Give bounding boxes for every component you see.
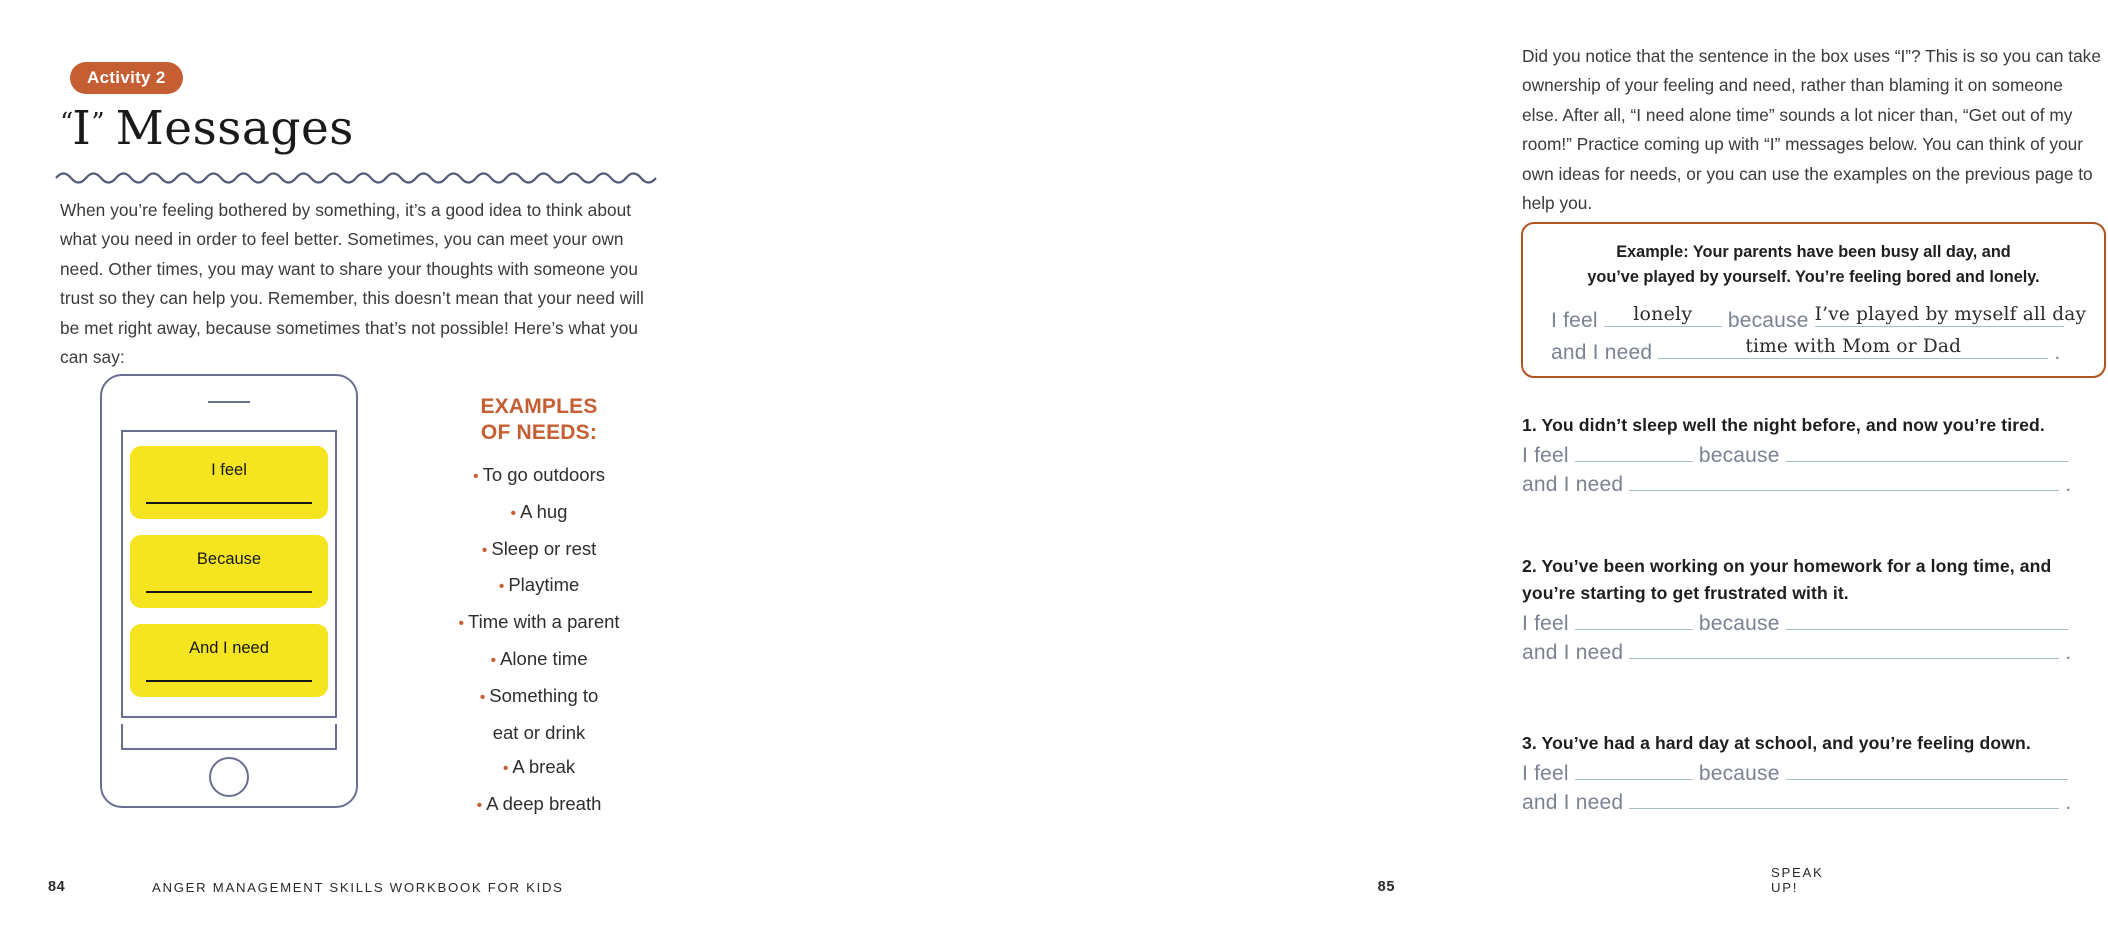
label-because: because	[1727, 309, 1809, 332]
prompt-2-fill-row-1	[1522, 607, 2108, 636]
message-bubble	[130, 624, 328, 697]
title-close-quote: ”	[91, 108, 104, 138]
left-footer-book-title: ANGER MANAGEMENT SKILLS WORKBOOK FOR KIDS	[152, 880, 564, 895]
example-answer-because-blank[interactable]	[1814, 304, 2087, 327]
prompt-2-feeling-blank[interactable]	[1575, 607, 1693, 630]
example-answer-because: I’ve played by myself all day	[1814, 304, 2087, 325]
needs-item-label: Alone time	[500, 647, 588, 669]
label-and-i-need: and I need	[1522, 473, 1624, 496]
message-bubble-list	[130, 446, 328, 713]
prompt-3-need-blank[interactable]	[1629, 786, 2059, 809]
phone-illustration	[100, 374, 358, 808]
phone-home-button-icon	[209, 757, 249, 797]
needs-heading-line1: EXAMPLES	[480, 395, 598, 418]
prompt-3-number: 3.	[1522, 733, 1537, 753]
bubble-label: Because	[196, 550, 262, 568]
needs-heading-line2: OF NEEDS:	[480, 421, 598, 444]
example-fill-row-1	[1551, 303, 2087, 333]
prompt-2-body: You’ve been working on your homework for a long time, and you’re starting to get frustrated with it.	[1522, 556, 2052, 603]
right-intro-paragraph: Did you notice that the sentence in the box uses “I”? This is so you can take ownership of your feeling and need, rather than blaming it on someone else. After all, “I need alone time” sounds a lot nicer than, “Get out of my room!” Practice coming up with “I” messages below. You can think of your own ideas for needs, or you can use the examples on the previous page to help you.	[1522, 46, 2101, 214]
left-page	[0, 0, 722, 929]
prompt-2-text	[1522, 553, 2108, 607]
prompt-3-period: .	[2065, 791, 2072, 814]
needs-item	[396, 605, 682, 642]
message-bubble	[130, 446, 328, 519]
title-open-quote: “	[60, 108, 73, 138]
page-title	[60, 101, 354, 156]
needs-item-label: Sleep or rest	[491, 537, 597, 559]
right-footer-section-title: SPEAK UP!	[1771, 865, 1824, 895]
label-because: because	[1698, 444, 1780, 467]
right-page-number: 85	[1377, 879, 1395, 895]
left-intro-paragraph: When you’re feeling bothered by something, it’s a good idea to think about what you need in order to feel better. Sometimes, you can meet your own need. Other times, you may want to share your thoughts with someone you trust so they can help you. Remember, this doesn’t mean that your need will be met right away, because sometimes that’s not possible! Here’s what you can say:	[60, 200, 644, 368]
prompt-1-number: 1.	[1522, 415, 1537, 435]
needs-heading	[396, 394, 682, 446]
prompt-3-feeling-blank[interactable]	[1575, 757, 1693, 780]
label-because: because	[1698, 762, 1780, 785]
bubble-write-line[interactable]	[146, 591, 312, 593]
needs-item-label: Playtime	[508, 574, 580, 596]
label-because: because	[1698, 612, 1780, 635]
example-answer-feeling-blank[interactable]	[1604, 304, 1722, 327]
example-answer-need: time with Mom or Dad	[1745, 336, 1962, 357]
bullet-icon: •	[476, 797, 483, 815]
prompt-1-feeling-blank[interactable]	[1575, 439, 1693, 462]
bubble-write-line[interactable]	[146, 502, 312, 504]
needs-item	[396, 679, 682, 751]
label-i-feel: I feel	[1522, 612, 1569, 635]
example-caption-line2: you’ve played by yourself. You’re feeling bored and lonely.	[1587, 268, 2040, 286]
example-caption	[1549, 240, 2078, 290]
bullet-icon: •	[510, 504, 517, 522]
phone-speaker-icon	[208, 401, 250, 403]
prompt-1-period: .	[2065, 473, 2072, 496]
prompt-3-text	[1522, 730, 2108, 757]
prompt-3-fill-row-2	[1522, 786, 2108, 815]
prompt-1-because-blank[interactable]	[1786, 439, 2068, 462]
label-and-i-need: and I need	[1522, 641, 1624, 664]
bullet-icon: •	[502, 760, 509, 778]
example-caption-line1: Example: Your parents have been busy all day, and	[1616, 243, 2011, 261]
needs-item-label: Time with a parent	[468, 611, 620, 633]
prompt-2-because-blank[interactable]	[1786, 607, 2068, 630]
needs-item-label: A hug	[520, 500, 568, 522]
prompt-3-fill-row-1	[1522, 757, 2108, 786]
prompt-2-number: 2.	[1522, 556, 1537, 576]
example-answer-need-blank[interactable]	[1658, 336, 2048, 359]
wavy-divider	[56, 167, 668, 185]
bullet-icon: •	[490, 651, 497, 669]
label-and-i-need: and I need	[1551, 341, 1653, 364]
prompt-1-need-blank[interactable]	[1629, 468, 2059, 491]
example-fill-row-2	[1551, 336, 2060, 365]
label-and-i-need: and I need	[1522, 791, 1624, 814]
needs-item	[396, 642, 682, 679]
bullet-icon: •	[472, 468, 479, 485]
prompt-1-fill-row-2	[1522, 468, 2108, 497]
example-box	[1521, 222, 2106, 378]
bubble-write-line[interactable]	[146, 680, 312, 682]
prompt-2-fill-row-2	[1522, 636, 2108, 665]
bullet-icon: •	[479, 688, 486, 706]
title-letter: I	[72, 101, 92, 156]
activity-badge: Activity 2	[70, 62, 183, 94]
prompt-1-body: You didn’t sleep well the night before, and now you’re tired.	[1541, 415, 2045, 435]
bullet-icon: •	[481, 541, 488, 559]
needs-item	[396, 568, 682, 605]
prompt-1-text	[1522, 412, 2108, 439]
label-i-feel: I feel	[1522, 762, 1569, 785]
examples-of-needs	[396, 394, 682, 824]
needs-item-label: Something to	[489, 684, 599, 706]
title-word: Messages	[115, 101, 354, 156]
left-page-number: 84	[48, 879, 66, 895]
bubble-label: I feel	[211, 461, 247, 479]
right-page	[723, 0, 2101, 929]
prompt-1-fill-row-1	[1522, 439, 2108, 468]
label-i-feel: I feel	[1522, 444, 1569, 467]
needs-item-label-line2: eat or drink	[492, 721, 586, 743]
prompt-2	[1522, 553, 2108, 665]
needs-item-label: A deep breath	[486, 793, 602, 815]
label-i-feel: I feel	[1551, 309, 1598, 332]
prompt-2-need-blank[interactable]	[1629, 636, 2059, 659]
message-bubble	[130, 535, 328, 608]
needs-item-label: To go outdoors	[482, 464, 605, 485]
bubble-label: And I need	[189, 639, 269, 657]
phone-navbar	[121, 724, 337, 750]
needs-item	[396, 750, 682, 787]
example-period: .	[2054, 341, 2061, 364]
prompt-3-body: You’ve had a hard day at school, and you’re feeling down.	[1541, 733, 2031, 753]
needs-item	[396, 458, 682, 495]
example-answer-feeling: lonely	[1633, 303, 1693, 325]
prompt-3-because-blank[interactable]	[1786, 757, 2068, 780]
prompt-1	[1522, 412, 2108, 497]
prompt-2-period: .	[2065, 641, 2072, 664]
bullet-icon: •	[498, 578, 505, 596]
needs-item	[396, 495, 682, 532]
needs-item	[396, 532, 682, 569]
prompt-3	[1522, 730, 2108, 815]
needs-item-label: A break	[512, 756, 576, 778]
needs-item	[396, 787, 682, 824]
bullet-icon: •	[458, 615, 465, 633]
